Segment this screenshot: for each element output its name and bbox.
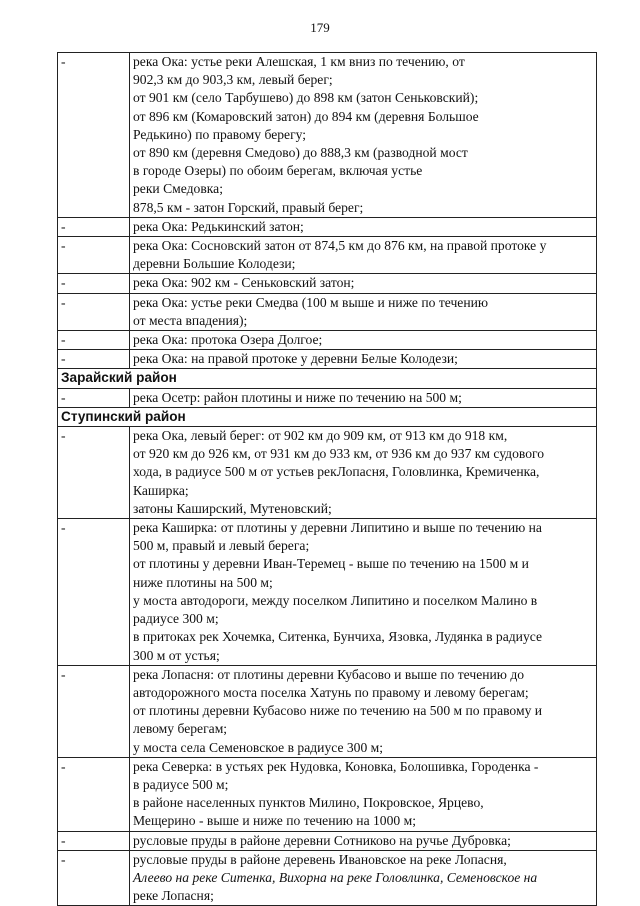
- row-description: [130, 274, 597, 293]
- row-marker: -: [58, 831, 130, 850]
- table-body: [58, 53, 597, 906]
- text-line: река Ока: протока Озера Долгое;: [133, 332, 323, 348]
- text-line: река Ока: устье реки Смедва (100 м выше и ниже по течению: [133, 294, 489, 310]
- table-row: [58, 293, 597, 330]
- text-line: река Ока: 902 км - Сеньковский затон;: [133, 275, 355, 291]
- text-line: река Ока: на правой протоке у деревни Белые Колодези;: [133, 351, 458, 367]
- text-line: ниже плотины на 500 м;: [133, 574, 273, 590]
- row-marker: -: [58, 665, 130, 757]
- table-row: [58, 217, 597, 236]
- text-line: русловые пруды в районе деревень Ивановское на реке Лопасня,: [133, 851, 507, 867]
- text-line: от плотины у деревни Иван-Теремец - выше по течению на 1500 м и: [133, 556, 529, 572]
- text-line: река Ока: Сосновский затон от 874,5 км до 876 км, на правой протоке у: [133, 238, 547, 254]
- text-line: река Ока: устье реки Алешская, 1 км вниз по течению, от: [133, 54, 465, 69]
- district-title: Зарайский район: [58, 369, 597, 388]
- text-line: от 920 км до 926 км, от 931 км до 933 км, от 936 км до 937 км судового: [133, 446, 545, 462]
- row-description: [130, 665, 597, 757]
- row-marker: -: [58, 331, 130, 350]
- row-marker: -: [58, 427, 130, 519]
- row-marker: -: [58, 388, 130, 407]
- district-header-row: [58, 369, 597, 388]
- table-row: [58, 757, 597, 831]
- text-line: реки Смедовка;: [133, 181, 223, 197]
- table-row: [58, 519, 597, 666]
- row-description: [130, 293, 597, 330]
- row-description: [130, 350, 597, 369]
- text-line: Алеево на реке Ситенка, Вихорна на реке Головлинка, Семеновское на: [133, 869, 538, 885]
- text-line: Мещерино - выше и ниже по течению на 1000 м;: [133, 813, 416, 829]
- regulation-table: [57, 52, 597, 906]
- text-line: левому берегам;: [133, 721, 228, 737]
- page-number: 179: [310, 20, 330, 35]
- text-line: река Ока, левый берег: от 902 км до 909 км, от 913 км до 918 км,: [133, 428, 508, 444]
- text-line: русловые пруды в районе деревни Сотниково на ручье Дубровка;: [133, 832, 511, 848]
- row-description: [130, 757, 597, 831]
- text-line: 500 м, правый и левый берега;: [133, 538, 310, 554]
- text-line: 902,3 км до 903,3 км, левый берег;: [133, 72, 333, 88]
- text-line: река Лопасня: от плотины деревни Кубасово и выше по течению до: [133, 666, 525, 682]
- row-description: [130, 237, 597, 274]
- text-line: деревни Большие Колодези;: [133, 256, 296, 272]
- text-line: от плотины деревни Кубасово ниже по течению на 500 м по правому и: [133, 703, 543, 719]
- text-line: от места впадения);: [133, 312, 248, 328]
- row-description: [130, 53, 597, 218]
- text-line: река Каширка: от плотины у деревни Липитино и выше по течению на: [133, 520, 542, 536]
- text-line: Каширка;: [133, 482, 189, 498]
- row-marker: -: [58, 53, 130, 218]
- text-line: от 896 км (Комаровский затон) до 894 км (деревня Большое: [133, 108, 479, 124]
- text-line: у моста автодороги, между поселком Липитино и поселком Малино в: [133, 592, 538, 608]
- table-row: [58, 831, 597, 850]
- text-line: 878,5 км - затон Горский, правый берег;: [133, 199, 364, 215]
- table-row: [58, 665, 597, 757]
- row-marker: -: [58, 293, 130, 330]
- row-description: [130, 831, 597, 850]
- text-line: в городе Озеры) по обоим берегам, включая устье: [133, 163, 423, 179]
- district-header-row: [58, 407, 597, 426]
- row-marker: -: [58, 519, 130, 666]
- text-line: автодорожного моста поселка Хатунь по правому и левому берегам;: [133, 684, 529, 700]
- table-row: [58, 388, 597, 407]
- text-line: хода, в радиусе 500 м от устьев рекЛопасня, Головлинка, Кремиченка,: [133, 464, 540, 480]
- table-row: [58, 237, 597, 274]
- text-line: река Ока: Редькинский затон;: [133, 218, 304, 234]
- row-description: [130, 850, 597, 906]
- text-line: 300 м от устья;: [133, 647, 220, 663]
- row-marker: -: [58, 350, 130, 369]
- text-line: в районе населенных пунктов Милино, Покровское, Ярцево,: [133, 795, 484, 811]
- text-line: затоны Каширский, Мутеновский;: [133, 500, 332, 516]
- row-description: [130, 519, 597, 666]
- text-line: река Северка: в устьях рек Нудовка, Коновка, Болошивка, Городенка -: [133, 758, 539, 774]
- row-marker: -: [58, 757, 130, 831]
- district-title: Ступинский район: [58, 407, 597, 426]
- text-line: реке Лопасня;: [133, 888, 214, 904]
- row-marker: -: [58, 217, 130, 236]
- row-description: [130, 217, 597, 236]
- text-line: Редькино) по правому берегу;: [133, 126, 307, 142]
- text-line: в радиусе 500 м;: [133, 776, 229, 792]
- text-line: от 901 км (село Тарбушево) до 898 км (затон Сеньковский);: [133, 90, 479, 106]
- table-row: [58, 53, 597, 218]
- row-description: [130, 427, 597, 519]
- table-row: [58, 331, 597, 350]
- row-description: [130, 331, 597, 350]
- text-line: радиусе 300 м;: [133, 611, 219, 627]
- row-marker: -: [58, 237, 130, 274]
- table-row: [58, 850, 597, 906]
- text-line: у моста села Семеновское в радиусе 300 м;: [133, 739, 384, 755]
- table-row: [58, 350, 597, 369]
- row-marker: -: [58, 274, 130, 293]
- text-line: от 890 км (деревня Смедово) до 888,3 км (разводной мост: [133, 145, 468, 161]
- text-line: в притоках рек Хочемка, Ситенка, Бунчиха, Язовка, Лудянка в радиусе: [133, 629, 542, 645]
- text-line: река Осетр: район плотины и ниже по течению на 500 м;: [133, 389, 462, 405]
- row-description: [130, 388, 597, 407]
- table-row: [58, 274, 597, 293]
- row-marker: -: [58, 850, 130, 906]
- table-row: [58, 427, 597, 519]
